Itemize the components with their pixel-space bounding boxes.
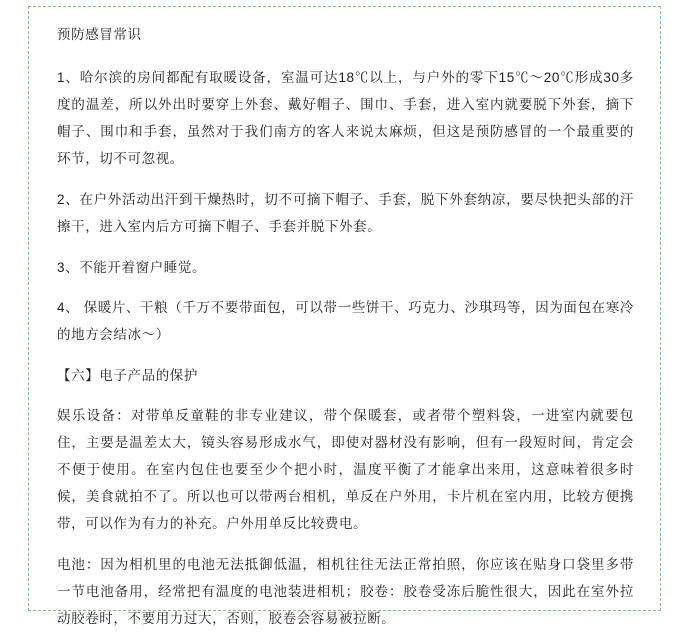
paragraph-1: 1、哈尔滨的房间都配有取暖设备，室温可达18℃以上，与户外的零下15℃～20℃形成30多度的温差，所以外出时要穿上外套、戴好帽子、围巾、手套，进入室内就要脱下外套，摘下帽子、围巾和手套，虽然对于我们南方的客人来说太麻烦，但这是预防感冒的一个最重要的环节，切不可忽视。 [57, 70, 634, 166]
paragraph-2: 2、在户外活动出汗到干燥热时，切不可摘下帽子、手套，脱下外套纳凉，要尽快把头部的汗擦干，进入室内后方可摘下帽子、手套并脱下外套。 [57, 192, 634, 234]
article-container [28, 6, 661, 626]
paragraph-4: 4、 保暖片、干粮（千万不要带面包，可以带一些饼干、巧克力、沙琪玛等，因为面包在寒冷的地方会结冰～） [57, 300, 634, 342]
section-heading: 【六】电子产品的保护 [57, 368, 198, 383]
section-paragraph-1: 娱乐设备：对带单反童鞋的非专业建议，带个保暖套，或者带个塑料袋，一进室内就要包住，主要是温差太大，镜头容易形成水气，即使对器材没有影响，但有一段短时间，肯定会不便于使用。在室内包住也要至少个把小时，温度平衡了才能拿出来用，这意味着很多时候，美食就拍不了。所以也可以带两台相机，单反在户外用，卡片机在室内用，比较方便携带，可以作为有力的补充。户外用单反比较费电。 [57, 408, 634, 531]
section-paragraph-2: 电池：因为相机里的电池无法抵御低温，相机往往无法正常拍照，你应该在贴身口袋里多带一节电池备用，经常把有温度的电池装进相机；胶卷：胶卷受冻后脆性很大，因此在室外拉动胶卷时，不要用力过大，否则，胶卷会容易被拉断。 [57, 557, 634, 626]
article-title: 预防感冒常识 [57, 27, 142, 42]
paragraph-3: 3、不能开着窗户睡觉。 [57, 260, 207, 275]
